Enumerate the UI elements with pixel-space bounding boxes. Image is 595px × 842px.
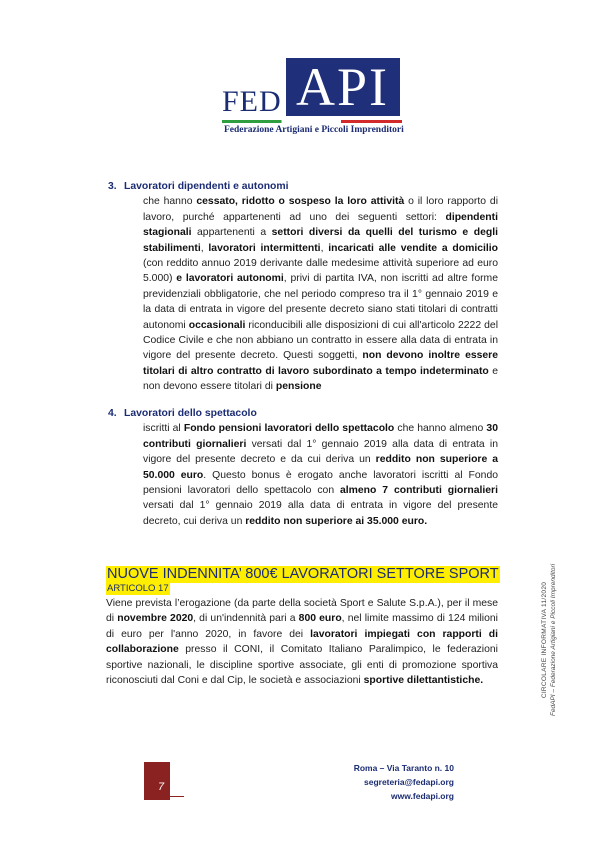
news-title: NUOVE INDENNITA’ 800€ LAVORATORI SETTORE SPORT bbox=[107, 566, 499, 582]
bold-text-run: lavoratori intermittenti bbox=[208, 242, 321, 254]
bold-text-run: settori diversi da quelli del turismo e degli stabilimenti bbox=[143, 227, 498, 254]
bold-text-run: Fondo pensioni lavoratori dello spettacolo bbox=[183, 423, 395, 435]
bold-text-run: cessato, ridotto o sospeso la loro attività bbox=[196, 196, 405, 208]
text-run: , bbox=[320, 242, 329, 254]
footer-email[interactable]: segreteria@fedapi.org bbox=[363, 777, 454, 787]
logo-subtitle: Federazione Artigiani e Piccoli Imprenditori bbox=[224, 125, 404, 135]
text-run: che hanno almeno bbox=[394, 423, 487, 435]
side-caption-line1: CIRCOLARE INFORMATIVA 11/2020 bbox=[541, 581, 548, 699]
section-3-number: 3. bbox=[108, 181, 117, 192]
page-number: 7 bbox=[158, 781, 165, 793]
news-paragraph bbox=[106, 596, 498, 688]
text-run: Viene prevista l’erogazione (da parte della società Sport e Salute S.p.A.), per il mese di bbox=[106, 598, 498, 625]
section-4-heading bbox=[108, 406, 498, 421]
bold-text-run: almeno 7 contributi giornalieri bbox=[340, 485, 498, 497]
logo-fed-text: FED bbox=[222, 85, 282, 118]
bold-text-run: 800 euro bbox=[298, 613, 342, 625]
section-3-paragraph bbox=[124, 194, 498, 394]
text-run: iscritti al bbox=[143, 423, 184, 435]
page-number-box bbox=[144, 762, 170, 800]
page-number-underline bbox=[144, 796, 184, 797]
section-4-title: Lavoratori dello spettacolo bbox=[124, 408, 257, 419]
bold-text-run: occasionali bbox=[188, 319, 246, 331]
bold-text-run: non devono inoltre essere titolari di altro contratto di lavoro subordinato a tempo indeterminato bbox=[143, 350, 499, 377]
side-caption bbox=[540, 560, 558, 720]
text-run: , di un'indennità pari a bbox=[193, 613, 299, 625]
text-run: appartenenti a bbox=[191, 227, 272, 239]
text-run: versati dal 1° gennaio 2019 alla data di entrata in vigore del presente decreto, cui deriva un bbox=[143, 500, 498, 527]
text-run: (con reddito annuo 2019 derivante dalle medesime attività superiore ad euro 5.000) bbox=[143, 258, 498, 285]
bold-text-run: 30 contributi giornalieri bbox=[143, 423, 498, 450]
section-3-title: Lavoratori dipendenti e autonomi bbox=[124, 181, 289, 192]
section-4 bbox=[108, 406, 499, 529]
bold-text-run: incaricati alle vendite a domicilio bbox=[328, 242, 498, 254]
fedapi-logo bbox=[222, 57, 404, 150]
bold-text-run: pensione bbox=[275, 381, 322, 393]
text-run: , bbox=[200, 242, 209, 254]
text-run: presso il CONI, il Comitato Italiano Paralimpico, le federazioni sportive nazionali, le discipline sportive associate, gli enti di promozione sportiva riconosciuti dal Coni e dal Cip, le società e associazioni bbox=[106, 644, 498, 687]
text-run: che hanno bbox=[143, 196, 197, 208]
text-run: versati dal 1° gennaio 2019 alla data di entrata in vigore del presente decreto e da cui deriva un bbox=[143, 438, 498, 466]
text-run: e non devono essere titolari di bbox=[143, 365, 498, 393]
section-3 bbox=[108, 179, 499, 395]
section-3-heading bbox=[108, 179, 498, 194]
text-run: riconducibili alle disposizioni di cui all'articolo 2222 del Codice Civile e che non abbiano un contratto in essere alla data di entrata in vigore del presente decreto. Questi soggetti, bbox=[143, 319, 498, 362]
bold-text-run: dipendenti stagionali bbox=[143, 211, 498, 239]
text-run: o il loro rapporto di lavoro, purché appartenenti ad uno dei seguenti settori: bbox=[143, 196, 498, 223]
bold-text-run: lavoratori impiegati con rapporti di collaborazione bbox=[106, 628, 498, 656]
text-run: , nel limite massimo di 124 milioni di euro per l'anno 2020, in favore dei bbox=[106, 613, 498, 640]
bold-text-run: reddito non superiore ai 35.000 euro. bbox=[245, 515, 428, 527]
section-4-number: 4. bbox=[108, 408, 117, 419]
text-run: . Questo bonus è erogato anche lavoratori iscritti al Fondo pensioni lavoratori dello spettacolo con bbox=[143, 469, 498, 497]
text-run: , privi di partita IVA, non iscritti ad altre forme previdenziali obbligatorie, che nel periodo compreso tra il 1° gennaio 2019 e la data di entrata in vigore del presente decreto siano stati titolari di contratti autonomi bbox=[143, 273, 498, 331]
footer-website[interactable]: www.fedapi.org bbox=[391, 791, 454, 801]
logo-api-box bbox=[286, 58, 400, 116]
article-label: ARTICOLO 17 bbox=[107, 583, 169, 594]
logo-api-text: API bbox=[296, 57, 390, 117]
logo-italian-flag-stripe bbox=[222, 120, 402, 123]
bold-text-run: e lavoratori autonomi bbox=[176, 273, 284, 285]
footer-address: Roma – Via Taranto n. 10 bbox=[353, 763, 454, 773]
footer-contacts bbox=[330, 761, 454, 803]
bold-text-run: reddito non superiore a 50.000 euro bbox=[143, 454, 499, 481]
bold-text-run: sportive dilettantistiche. bbox=[363, 675, 484, 687]
side-caption-line2: FedAPI – Federazione Artigiani e Piccoli Imprenditori bbox=[550, 563, 557, 717]
bold-text-run: novembre 2020 bbox=[117, 613, 194, 625]
section-4-paragraph bbox=[124, 421, 498, 529]
